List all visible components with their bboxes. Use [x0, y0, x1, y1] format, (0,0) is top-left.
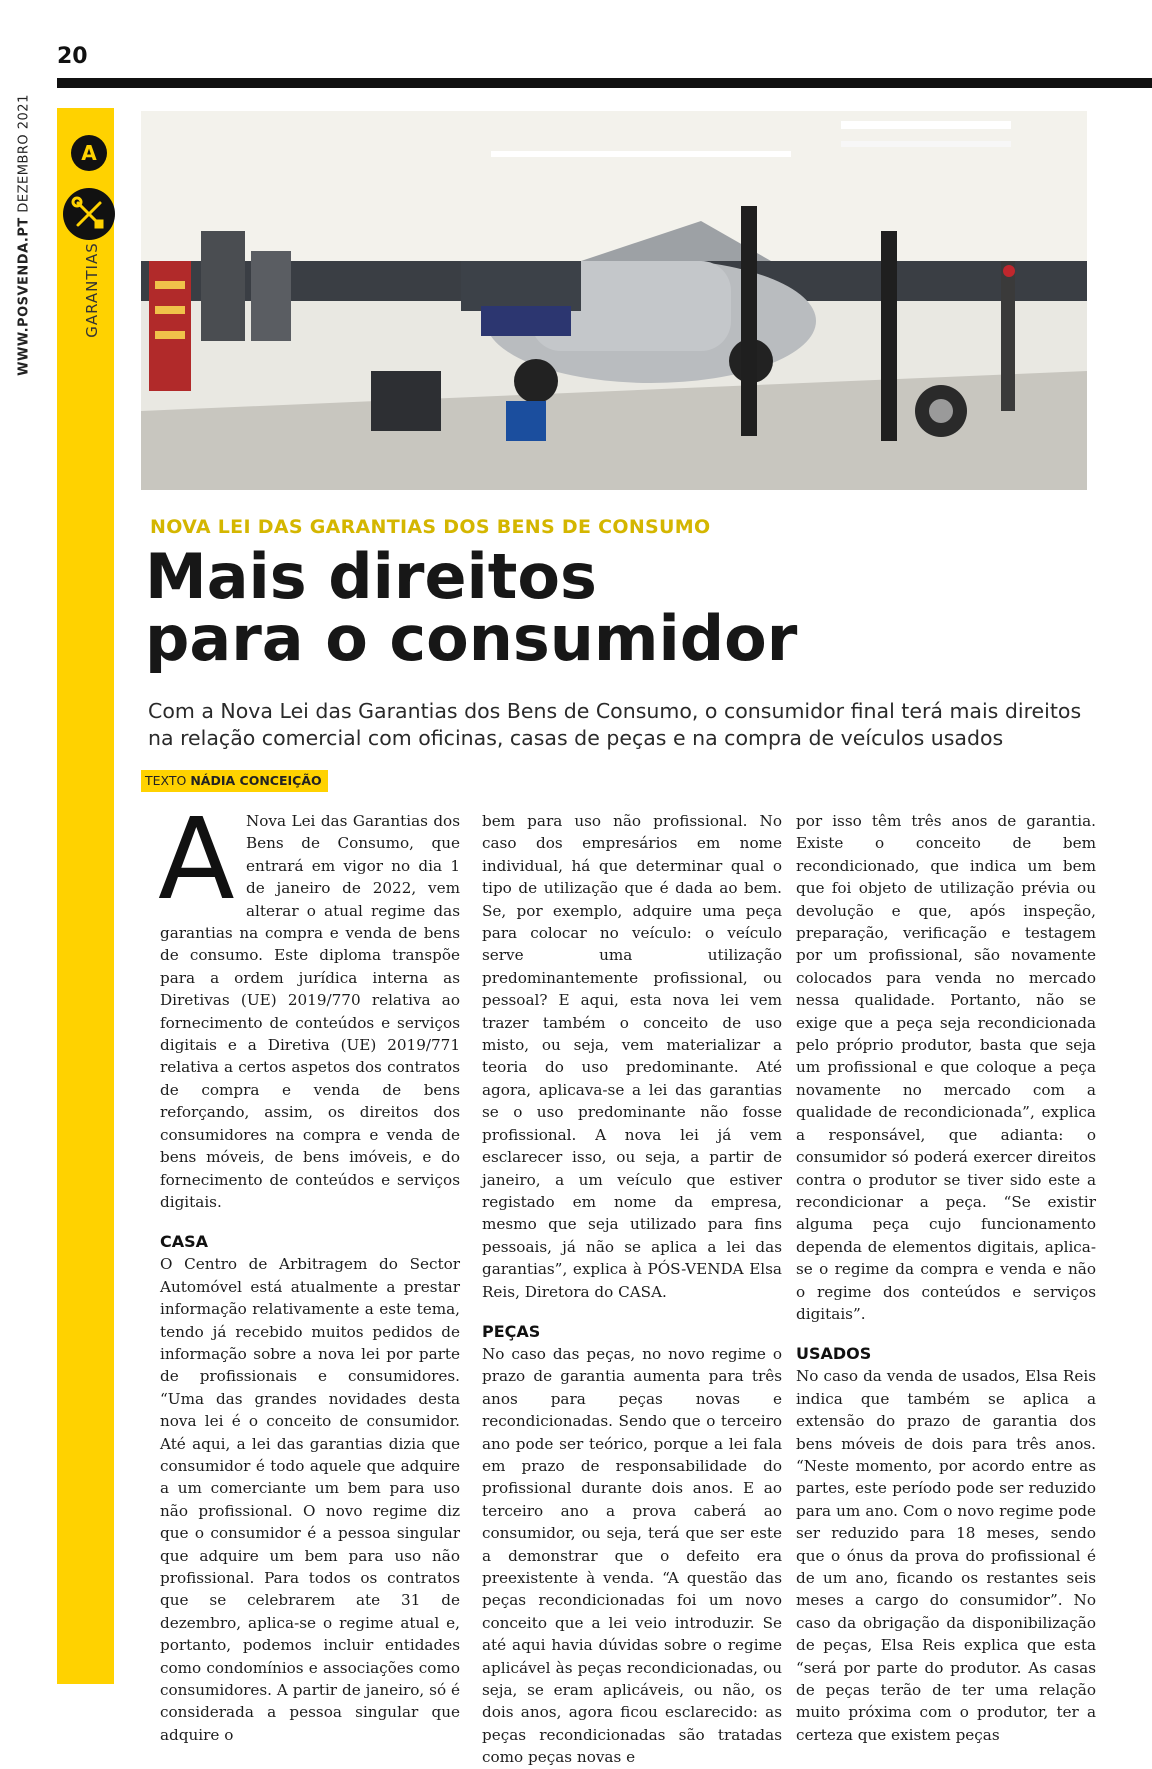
- column-3: [796, 810, 1096, 1746]
- subhead-pecas: PEÇAS: [482, 1321, 541, 1341]
- section-label: GARANTIAS: [83, 242, 101, 338]
- drop-cap: A: [158, 795, 235, 925]
- headline-line-1: Mais direitos: [145, 540, 597, 613]
- kicker: NOVA LEI DAS GARANTIAS DOS BENS DE CONSUMO: [150, 516, 711, 538]
- byline: [141, 770, 328, 792]
- paragraph-casa-continued: bem para uso não profissional. No caso dos empresários em nome individual, há que determinar qual o tipo de utilização que é dada ao bem. Se, por exemplo, adquire uma peça para colocar no veículo: o veículo serve uma utilização predominantemente profissional, ou pessoal? E aqui, esta nova lei vem trazer também o conceito de uso misto, ou seja, vem materializar a teoria do uso predominante. Até agora, aplicava-se a lei das garantias se o uso predominante não fosse profissional. A nova lei já vem esclarecer isso, ou seja, a partir de janeiro, a um veículo que estiver registado em nome da empresa, mesmo que seja utilizado para fins pessoais, já não se aplica a lei das garantias”, explica à PÓS-VENDA Elsa Reis, Diretora do CASA.: [482, 812, 782, 1301]
- paragraph-casa: O Centro de Arbitragem do Sector Automóvel está atualmente a prestar informação relativamente a este tema, tendo já recebido muitos pedidos de informação sobre a nova lei por parte de profissionais e consumidores. “Uma das grandes novidades desta nova lei é o conceito de consumidor. Até aqui, a lei das garantias dizia que consumidor é todo aquele que adquire a um comerciante um bem para uso não profissional. O novo regime diz que o consumidor é a pessoa singular que adquire um bem para uso não profissional. Para todos os contratos que se celebrarem ate 31 de dezembro, aplica-se o regime atual e, portanto, podemos incluir entidades como condomínios e associações como consumidores. A partir de janeiro, só é considerada a pessoa singular que adquire o: [160, 1255, 460, 1744]
- byline-label: TEXTO: [145, 773, 187, 788]
- column-1: [158, 795, 460, 1746]
- byline-author: NÁDIA CONCEIÇÃO: [190, 773, 322, 788]
- lead-paragraph: Nova Lei das Garantias dos Bens de Consumo, que entrará em vigor no dia 1 de janeiro de 2022, vem alterar o atual regime das garantias na compra e venda de bens de consumo. Este diploma transpõe para a ordem jurídica interna as Diretivas (UE) 2019/770 relativa ao fornecimento de conteúdos e serviços digitais e a Diretiva (UE) 2019/771 relativa a certos aspetos dos contratos de compra e venda de bens reforçando, assim, os direitos dos consumidores na compra e venda de bens móveis, de bens imóveis, e do fornecimento de conteúdos e serviços digitais.: [160, 812, 460, 1211]
- column-2: [482, 810, 782, 1769]
- site-url: WWW.POSVENDA.PT: [16, 217, 32, 376]
- paragraph-pecas-continued: por isso têm três anos de garantia. Existe o conceito de bem recondicionado, que indica um bem que foi objeto de utilização prévia ou devolução e que, após inspeção, preparação, verificação e testagem por um profissional, são novamente colocados para venda no mercado nessa qualidade. Portanto, não se exige que a peça seja recondicionada pelo próprio produtor, basta que seja um profissional e que coloque a peça novamente no mercado com a qualidade de recondicionada”, explica a responsável, que adianta: o consumidor só poderá exercer direitos contra o produtor se tiver sido este a recondicionar a peça. “Se existir alguma peça cujo funcionamento dependa de elementos digitais, aplica-se o regime da compra e venda e não o regime dos conteúdos e serviços digitais”.: [796, 812, 1096, 1323]
- standfirst: Com a Nova Lei das Garantias dos Bens de Consumo, o consumidor final terá mais direitos na relação comercial com oficinas, casas de peças e na compra de veículos usados: [148, 699, 1082, 750]
- subhead-casa: CASA: [160, 1232, 209, 1252]
- paragraph-usados: No caso da venda de usados, Elsa Reis indica que também se aplica a extensão do prazo de garantia dos bens móveis de dois para três anos. “Neste momento, por acordo entre as partes, este período pode ser reduzido para um ano. Com o novo regime pode ser reduzido para 18 meses, sendo que o ónus da prova do profissional é de um ano, ficando os restantes seis meses a cargo do consumidor”. No caso da obrigação da disponibilização de peças, Elsa Reis explica que esta “será por parte do produtor. As casas de peças terão de ter uma relação muito próxima com o produtor, ter a certeza que existem peças: [796, 1367, 1096, 1744]
- headline-line-2: para o consumidor: [145, 602, 798, 675]
- paragraph-pecas: No caso das peças, no novo regime o prazo de garantia aumenta para três anos para peças novas e recondicionadas. Sendo que o terceiro ano pode ser teórico, porque a lei fala em prazo de responsabilidade do profissional durante dois anos. E ao terceiro ano a prova caberá ao consumidor, ou seja, terá que ser este a demonstrar que o defeito era preexistente à venda. “A questão das peças recondicionadas foi um novo conceito que a lei veio introduzir. Se até aqui havia dúvidas sobre o regime aplicável às peças recondicionadas, ou seja, se eram aplicáveis, ou não, os dois anos, agora ficou esclarecido: as peças recondicionadas são tratadas como peças novas e: [482, 1344, 782, 1767]
- headline: [145, 540, 1045, 675]
- site-issue-label: [8, 94, 40, 376]
- issue-date: DEZEMBRO 2021: [16, 94, 32, 213]
- section-badge: A: [71, 135, 107, 171]
- subhead-usados: USADOS: [796, 1344, 872, 1364]
- hero-photo: [141, 111, 1087, 490]
- top-rule: [57, 78, 1152, 88]
- page-number: 20: [57, 44, 88, 69]
